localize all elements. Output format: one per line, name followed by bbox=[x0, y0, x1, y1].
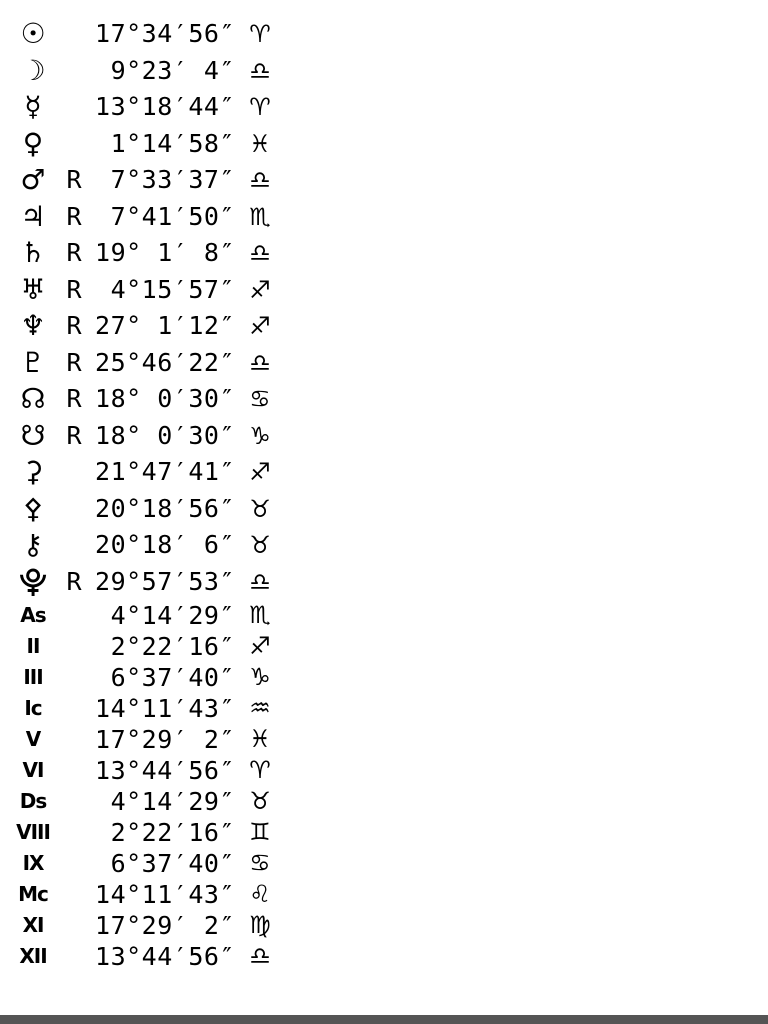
venus-icon: ♀ bbox=[22, 126, 44, 160]
hygiea-icon: ⯓ bbox=[19, 564, 47, 598]
position-value: 13°44′56″ bbox=[95, 942, 235, 971]
house-row bbox=[0, 910, 768, 941]
scorpio-icon: ♏ bbox=[249, 601, 271, 629]
house-row bbox=[0, 786, 768, 817]
house-row bbox=[0, 848, 768, 879]
position-value: 18° 0′30″ bbox=[95, 420, 235, 450]
house-label: V bbox=[25, 727, 41, 751]
sun-icon: ☉ bbox=[20, 17, 46, 50]
position-value: 21°47′41″ bbox=[95, 457, 235, 486]
position-value: 17°29′ 2″ bbox=[95, 911, 235, 940]
house-label: IX bbox=[22, 851, 44, 875]
libra-icon: ♎ bbox=[249, 166, 271, 194]
planet-row bbox=[0, 308, 768, 345]
house-label: II bbox=[26, 634, 40, 658]
position-value: 17°29′ 2″ bbox=[95, 725, 235, 754]
sagittarius-icon: ♐ bbox=[249, 275, 271, 304]
pallas-icon: ⚴ bbox=[22, 491, 44, 525]
planet-row bbox=[0, 381, 768, 418]
house-row bbox=[0, 693, 768, 724]
north-node-icon: ☊ bbox=[20, 382, 46, 415]
house-label: Mc bbox=[18, 882, 48, 906]
retrograde-marker: R bbox=[66, 384, 82, 413]
capricorn-icon: ♑ bbox=[249, 663, 271, 691]
house-row bbox=[0, 662, 768, 693]
uranus-icon: ♅ bbox=[20, 272, 46, 306]
planet-row bbox=[0, 345, 768, 382]
planet-row bbox=[0, 199, 768, 236]
house-label: Ic bbox=[24, 696, 42, 720]
house-label: III bbox=[23, 665, 43, 689]
retrograde-marker: R bbox=[66, 420, 82, 450]
position-value: 29°57′53″ bbox=[95, 566, 235, 596]
mercury-icon: ☿ bbox=[24, 90, 42, 123]
position-value: 4°14′29″ bbox=[110, 787, 235, 816]
virgo-icon: ♍ bbox=[249, 911, 271, 939]
pluto-icon: ♇ bbox=[20, 345, 46, 379]
sagittarius-icon: ♐ bbox=[249, 632, 271, 660]
taurus-icon: ♉ bbox=[249, 787, 271, 815]
sagittarius-icon: ♐ bbox=[249, 312, 271, 340]
saturn-icon: ♄ bbox=[20, 236, 46, 269]
position-value: 2°22′16″ bbox=[110, 632, 235, 661]
pisces-icon: ♓ bbox=[249, 129, 271, 158]
house-row bbox=[0, 600, 768, 631]
position-value: 19° 1′ 8″ bbox=[95, 238, 235, 267]
position-value: 14°11′43″ bbox=[95, 694, 235, 723]
south-node-icon: ☋ bbox=[20, 418, 46, 452]
position-value: 20°18′ 6″ bbox=[95, 530, 235, 559]
libra-icon: ♎ bbox=[249, 239, 271, 267]
taurus-icon: ♉ bbox=[249, 531, 271, 559]
position-value: 7°33′37″ bbox=[110, 165, 235, 194]
position-value: 17°34′56″ bbox=[95, 19, 235, 48]
house-row bbox=[0, 631, 768, 662]
planet-row bbox=[0, 527, 768, 564]
position-value: 13°18′44″ bbox=[95, 92, 235, 121]
aries-icon: ♈ bbox=[249, 93, 271, 121]
house-label: VI bbox=[22, 758, 44, 782]
retrograde-marker: R bbox=[66, 347, 82, 377]
libra-icon: ♎ bbox=[249, 56, 271, 85]
position-value: 27° 1′12″ bbox=[95, 311, 235, 340]
libra-icon: ♎ bbox=[249, 348, 271, 377]
bottom-bar bbox=[0, 1015, 768, 1024]
position-value: 1°14′58″ bbox=[110, 128, 235, 158]
planet-row bbox=[0, 418, 768, 455]
retrograde-marker: R bbox=[66, 165, 82, 194]
mars-icon: ♂ bbox=[20, 163, 46, 196]
house-label: Ds bbox=[19, 789, 47, 813]
planet-row bbox=[0, 162, 768, 199]
chiron-icon: ⚷ bbox=[22, 528, 44, 561]
gemini-icon: ♊ bbox=[249, 818, 271, 846]
aries-icon: ♈ bbox=[249, 756, 271, 784]
cancer-icon: ♋ bbox=[249, 849, 271, 877]
aquarius-icon: ♒ bbox=[249, 694, 271, 722]
planet-row bbox=[0, 89, 768, 126]
position-value: 9°23′ 4″ bbox=[110, 55, 235, 85]
retrograde-marker: R bbox=[66, 201, 82, 231]
retrograde-marker: R bbox=[66, 274, 82, 304]
position-value: 14°11′43″ bbox=[95, 880, 235, 909]
sagittarius-icon: ♐ bbox=[249, 458, 271, 486]
retrograde-marker: R bbox=[66, 238, 82, 267]
position-value: 4°15′57″ bbox=[110, 274, 235, 304]
aries-icon: ♈ bbox=[249, 20, 271, 48]
planet-row bbox=[0, 126, 768, 163]
jupiter-icon: ♃ bbox=[20, 199, 46, 233]
taurus-icon: ♉ bbox=[249, 494, 271, 523]
cancer-icon: ♋ bbox=[249, 385, 271, 413]
retrograde-marker: R bbox=[66, 311, 82, 340]
position-value: 13°44′56″ bbox=[95, 756, 235, 785]
ceres-icon: ⚳ bbox=[22, 455, 44, 488]
scorpio-icon: ♏ bbox=[249, 202, 271, 231]
position-value: 18° 0′30″ bbox=[95, 384, 235, 413]
house-row bbox=[0, 879, 768, 910]
position-value: 4°14′29″ bbox=[110, 601, 235, 630]
house-label: VIII bbox=[16, 820, 50, 844]
position-value: 25°46′22″ bbox=[95, 347, 235, 377]
planet-row bbox=[0, 16, 768, 53]
neptune-icon: ♆ bbox=[20, 309, 46, 342]
planet-row bbox=[0, 272, 768, 309]
position-value: 2°22′16″ bbox=[110, 818, 235, 847]
planet-row bbox=[0, 491, 768, 528]
leo-icon: ♌ bbox=[249, 880, 271, 908]
libra-icon: ♎ bbox=[249, 942, 271, 970]
house-row bbox=[0, 755, 768, 786]
house-label: As bbox=[20, 603, 46, 627]
pisces-icon: ♓ bbox=[249, 725, 271, 753]
planet-row bbox=[0, 564, 768, 601]
positions-table bbox=[0, 16, 768, 972]
house-row bbox=[0, 941, 768, 972]
planet-row bbox=[0, 53, 768, 90]
position-value: 6°37′40″ bbox=[110, 663, 235, 692]
house-row bbox=[0, 817, 768, 848]
position-value: 6°37′40″ bbox=[110, 849, 235, 878]
libra-icon: ♎ bbox=[249, 567, 271, 596]
capricorn-icon: ♑ bbox=[249, 421, 271, 450]
house-row bbox=[0, 724, 768, 755]
moon-icon: ☽ bbox=[20, 53, 46, 87]
position-value: 7°41′50″ bbox=[110, 201, 235, 231]
planet-row bbox=[0, 235, 768, 272]
house-label: XII bbox=[19, 944, 47, 968]
position-value: 20°18′56″ bbox=[95, 493, 235, 523]
retrograde-marker: R bbox=[66, 566, 82, 596]
house-label: XI bbox=[22, 913, 44, 937]
planet-row bbox=[0, 454, 768, 491]
